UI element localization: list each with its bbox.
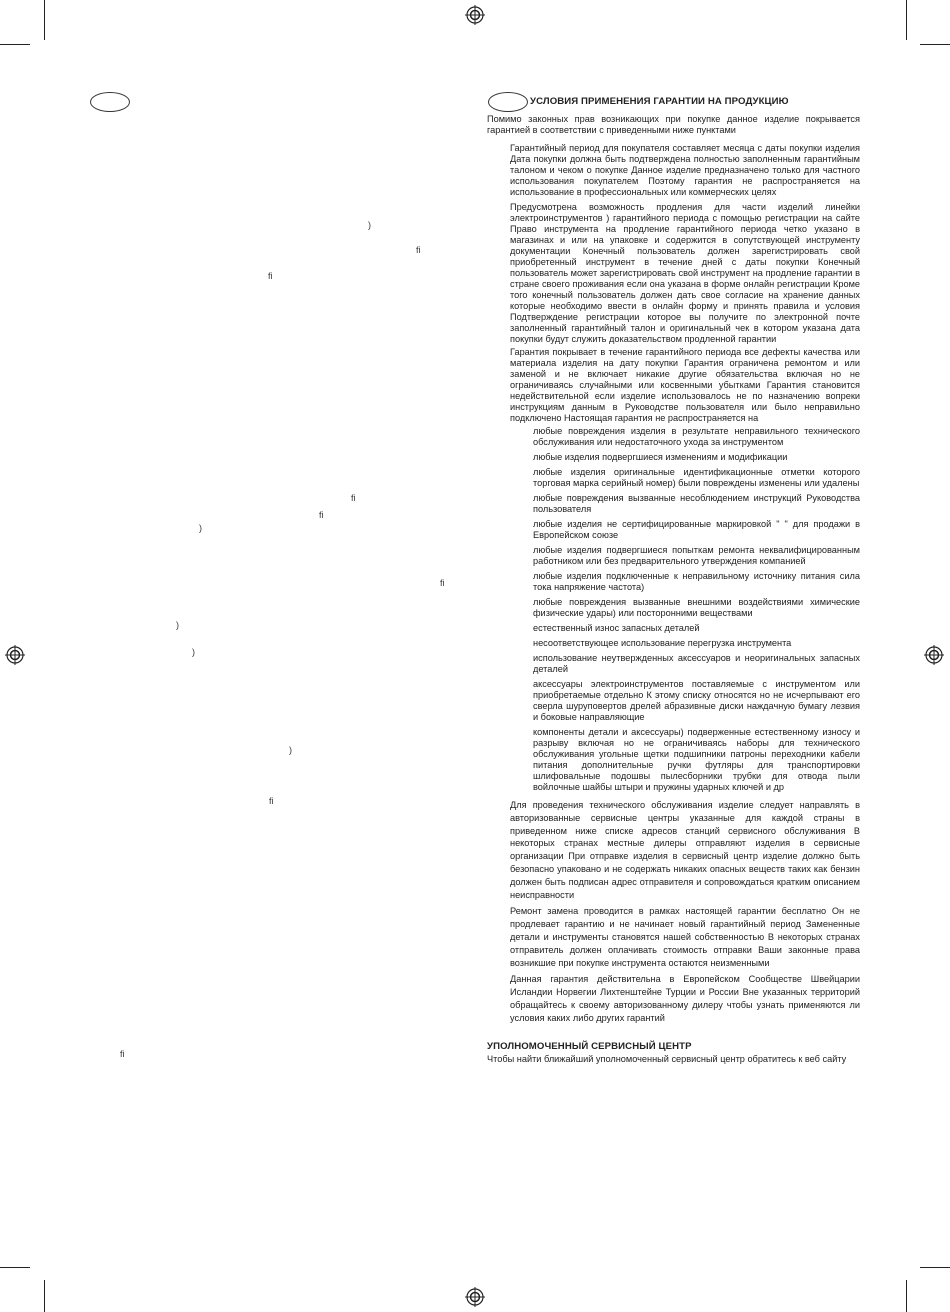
left-fragment: fi (416, 245, 421, 255)
crop-mark (920, 44, 950, 45)
list-item: использование неутвержденных аксессуаров и неоригинальных запасных деталей (533, 653, 860, 674)
registration-mark-icon (5, 645, 25, 665)
left-fragment: fi (120, 1049, 125, 1059)
exclusions-list (533, 426, 860, 793)
list-item: любые изделия не сертифицированные маркировкой " " для продажи в Европейском союзе (533, 519, 860, 540)
crop-mark (44, 1280, 45, 1312)
list-item: аксессуары электроинструментов поставляемые с инструментом или приобретаемые отдельно К этому списку относятся но не исчерпывают его сверла шуруповертов дрелей абразивные диски наждачную бумагу лезвия и боковые направляющие (533, 679, 860, 722)
registration-mark-icon (924, 645, 944, 665)
list-item: любые изделия подвергшиеся изменениям и модификации (533, 452, 788, 462)
crop-mark (920, 1267, 950, 1268)
crop-mark (0, 44, 30, 45)
warranty-period-paragraph: Гарантийный период для покупателя составляет месяца с даты покупки изделия Дата покупки должна быть подтверждена полностью заполненным гарантийным талоном и чеком о покупке Данное изделие предназначено только для частного использования покупателем Поэтому гарантия не распространяется на использование в профессиональных или коммерческих целях (510, 143, 860, 197)
list-item: любые изделия оригинальные идентификационные отметки которого торговая марка серийный номер) были повреждены изменены или удалены (533, 467, 860, 488)
service-paragraph: Для проведения технического обслуживания изделие следует направлять в авторизованные сервисные центры указанные для каждой страны в приведенном ниже списке адресов станций сервисного обслуживания В некоторых странах местные дилеры отправляют изделия в сервисные организации При отправке изделия в сервисный центр изделие должно быть безопасно упаковано и не содержать никаких опасных веществ таких как бензин должен быть подписан адрес отправителя и сопровождаться кратким описанием неисправности (510, 800, 860, 900)
list-item: любые повреждения изделия в результате неправильного технического обслуживания или недостаточного ухода за инструментом (533, 426, 860, 447)
language-badge-left (90, 92, 130, 112)
list-item: любые повреждения вызванные внешними воздействиями химические физические удары) или посторонними веществами (533, 597, 860, 618)
coverage-paragraph: Гарантия покрывает в течение гарантийного периода все дефекты качества или материала изделия на дату покупки Гарантия ограничена ремонтом и или заменой и не включает никакие другие обязательства включая но не ограничиваясь случайными или косвенными убытками Гарантия становится недействительной если изделие использовалось не по назначению вопреки инструкциям данным в Руководстве пользователя или было неправильно подключено Настоящая гарантия не распространяется на (510, 347, 860, 423)
list-item: любые изделия подключенные к неправильному источнику питания сила тока напряжение частота) (533, 571, 860, 592)
repair-paragraph: Ремонт замена проводится в рамках настоящей гарантии бесплатно Он не продлевает гарантию и не начинает новый гарантийный период Замененные детали и инструменты становятся нашей собственностью В некоторых странах отправитель должен оплачивать стоимость отправки Ваши законные права возникшие при покупке инструмента остаются неизменными (510, 906, 860, 968)
left-fragment: ) (176, 620, 179, 630)
intro-paragraph: Помимо законных прав возникающих при покупке данное изделие покрывается гарантией в соответствии с приведенными ниже пунктами (487, 114, 860, 135)
territory-paragraph: Данная гарантия действительна в Европейском Сообществе Швейцарии Исландии Норвегии Лихтенштейне Турции и России Вне указанных территорий обращайтесь к своему авторизованному дилеру чтобы узнать применяются ли условия каких либо других гарантий (510, 974, 860, 1023)
list-item: любые повреждения вызванные несоблюдением инструкций Руководства пользователя (533, 493, 860, 514)
section-title: УСЛОВИЯ ПРИМЕНЕНИЯ ГАРАНТИИ НА ПРОДУКЦИЮ (530, 96, 789, 107)
crop-mark (906, 1280, 907, 1312)
warranty-section (487, 92, 860, 1065)
left-fragment: fi (268, 271, 273, 281)
registration-mark-icon (465, 1287, 485, 1307)
left-fragment: ) (199, 523, 202, 533)
list-item: любые изделия подвергшиеся попыткам ремонта неквалифицированным работником или без предварительного утверждения компанией (533, 545, 860, 566)
crop-mark (906, 0, 907, 40)
list-item: несоответствующее использование перегрузка инструмента (533, 638, 792, 648)
crop-mark (0, 1267, 30, 1268)
service-center-text: Чтобы найти ближайший уполномоченный сервисный центр обратитесь к веб сайту (487, 1053, 847, 1064)
left-fragment: fi (269, 796, 274, 806)
list-item: естественный износ запасных деталей (533, 623, 700, 633)
left-fragment: fi (440, 578, 445, 588)
service-center-heading: УПОЛНОМОЧЕННЫЙ СЕРВИСНЫЙ ЦЕНТР (487, 1040, 692, 1052)
left-fragment: ) (192, 647, 195, 657)
left-fragment: ) (368, 220, 371, 230)
list-item: компоненты детали и аксессуары) подверженные естественному износу и разрыву включая но не ограничиваясь наборы для технического обслуживания угольные щетки подшипники патроны переходники кабели питания дополнительные ручки футляры для транспортировки шлифовальные подошвы пылесборники трубки для отвода пыли войлочные шайбы штыри и пружины ударных ключей и др (533, 727, 860, 792)
extension-paragraph: Предусмотрена возможность продления для части изделий линейки электроинструментов ) гарантийного периода с помощью регистрации на сайте Право инструмента на продление гарантийного периода четко указано в магазинах и или на упаковке и содержится в сопутствующей инструменту документации Конечный пользователь должен зарегистрировать свой приобретенный инструмент в течение дней с даты покупки Конечный пользователь может зарегистрировать свой инструмент на продление гарантии в стране своего проживания если она указана в форме онлайн регистрации Кроме того конечный пользователь должен дать свое согласие на хранение данных которые необходимо ввести в онлайн форму и принять правила и условия Подтверждение регистрации которое вы получите по электронной почте заполненный гарантийный талон и оригинальный чек в котором указана дата покупки будут служить доказательством продленной гарантии (510, 202, 860, 344)
left-fragment: fi (319, 510, 324, 520)
crop-mark (44, 0, 45, 40)
left-fragment: fi (351, 493, 356, 503)
left-fragment: ) (289, 745, 292, 755)
registration-mark-icon (465, 5, 485, 25)
